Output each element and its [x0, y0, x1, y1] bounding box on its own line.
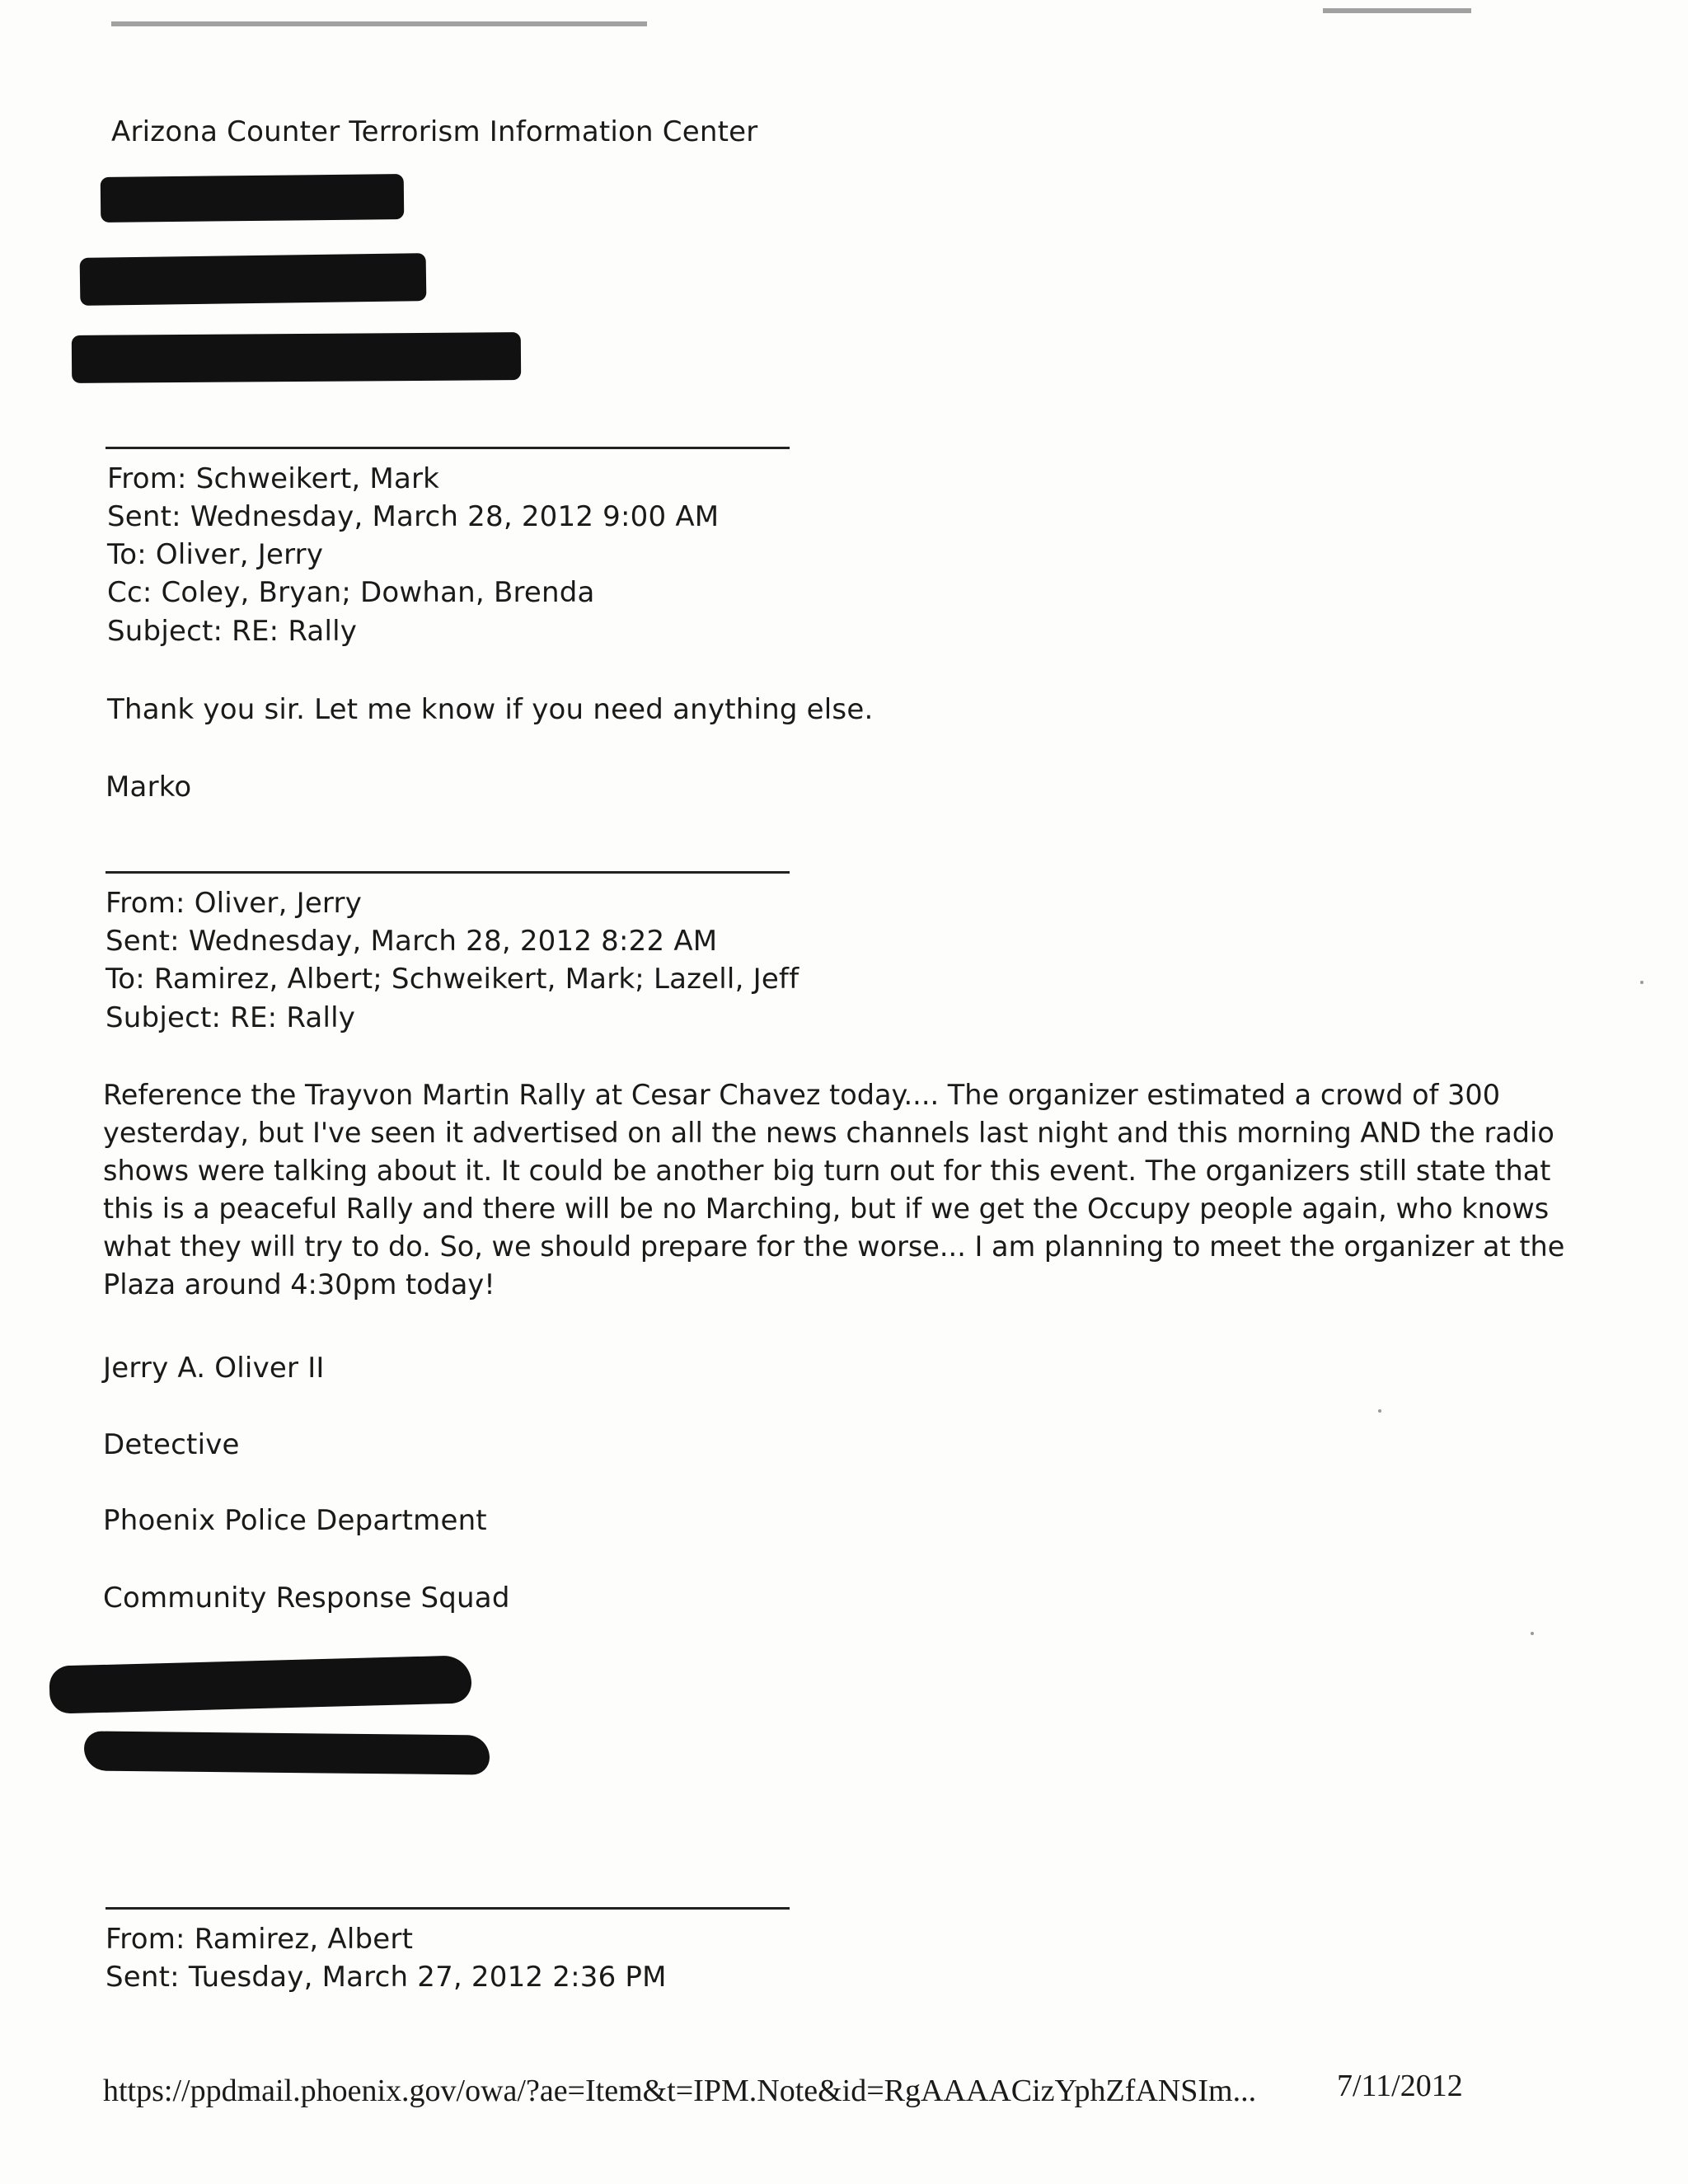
email-sent: Sent: Wednesday, March 28, 2012 9:00 AM	[107, 500, 720, 533]
email-to: To: Ramirez, Albert; Schweikert, Mark; Lazell, Jeff	[106, 963, 799, 996]
email-separator	[106, 447, 790, 449]
signature-title: Detective	[103, 1428, 240, 1461]
email-separator	[106, 871, 790, 874]
redaction-block	[72, 332, 521, 383]
email-subject: Subject: RE: Rally	[106, 1001, 356, 1034]
footer-url: https://ppdmail.phoenix.gov/owa/?ae=Item&t=IPM.Note&id=RgAAAACizYphZfANSIm...	[103, 2074, 1257, 2108]
email-body: Thank you sir. Let me know if you need anything else.	[107, 693, 874, 726]
email-to: To: Oliver, Jerry	[107, 538, 324, 571]
body-line: Plaza around 4:30pm today!	[103, 1268, 495, 1301]
email-body	[103, 1076, 1564, 1304]
cropped-header-right	[1323, 8, 1471, 13]
signature-unit: Community Response Squad	[103, 1582, 510, 1615]
redaction-block	[84, 1731, 490, 1774]
redaction-block	[101, 174, 405, 223]
email-from: From: Ramirez, Albert	[106, 1923, 414, 1956]
email-from: From: Oliver, Jerry	[106, 887, 363, 920]
email-subject: Subject: RE: Rally	[107, 615, 358, 648]
scan-speck	[1531, 1632, 1534, 1635]
scan-speck	[1378, 1409, 1381, 1413]
signature-name: Jerry A. Oliver II	[103, 1352, 325, 1385]
email-sent: Sent: Wednesday, March 28, 2012 8:22 AM	[106, 925, 718, 958]
email-signoff: Marko	[106, 771, 192, 804]
email-separator	[106, 1907, 790, 1910]
email-from: From: Schweikert, Mark	[107, 462, 440, 495]
body-line: shows were talking about it. It could be another big turn out for this event. The organizers still state that	[103, 1155, 1551, 1187]
body-line: yesterday, but I've seen it advertised on all the news channels last night and this morning AND the radio	[103, 1117, 1554, 1149]
email-cc: Cc: Coley, Bryan; Dowhan, Brenda	[107, 576, 595, 609]
org-name: Arizona Counter Terrorism Information Center	[111, 115, 758, 148]
body-line: Reference the Trayvon Martin Rally at Cesar Chavez today.... The organizer estimated a crowd of 300	[103, 1079, 1501, 1111]
signature-department: Phoenix Police Department	[103, 1504, 487, 1537]
scan-speck	[1640, 981, 1643, 984]
redaction-block	[49, 1655, 471, 1713]
body-line: this is a peaceful Rally and there will be no Marching, but if we get the Occupy people again, who knows	[103, 1193, 1550, 1225]
footer-date: 7/11/2012	[1337, 2069, 1463, 2103]
cropped-header-left	[111, 21, 647, 26]
body-line: what they will try to do. So, we should prepare for the worse... I am planning to meet the organizer at the	[103, 1230, 1565, 1263]
redaction-block	[80, 253, 427, 306]
email-sent: Sent: Tuesday, March 27, 2012 2:36 PM	[106, 1961, 667, 1994]
